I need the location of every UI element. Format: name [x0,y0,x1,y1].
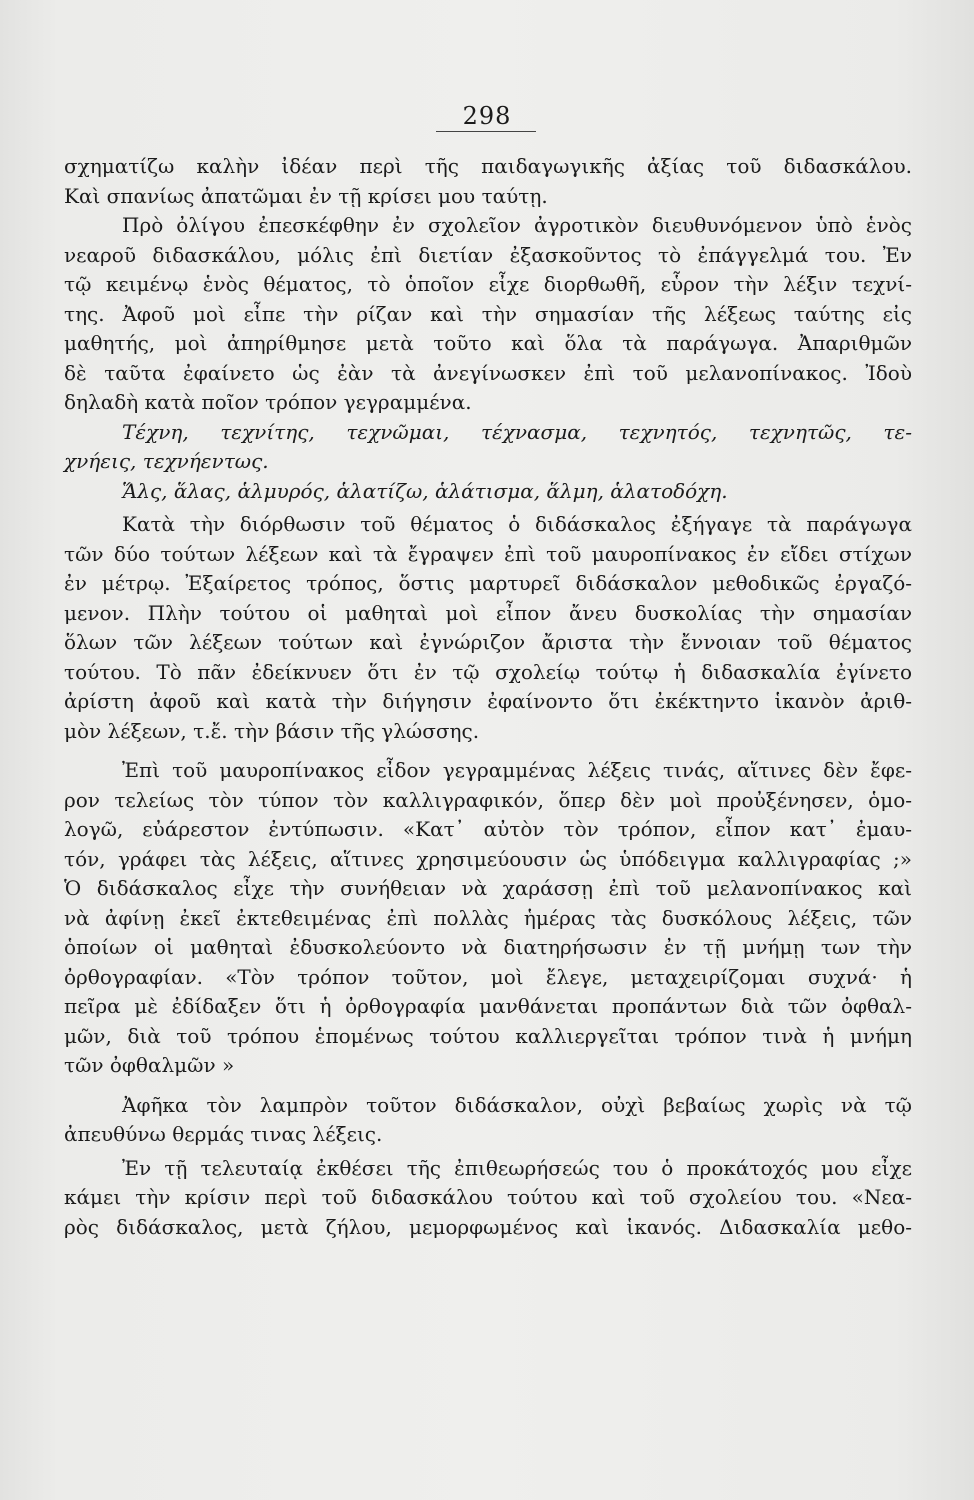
text-line: ὅλων τῶν λέξεων τούτων καὶ ἐγνώριζον ἄριστα τὴν ἔννοιαν τοῦ θέματος [64,630,912,654]
text-line: δὲ ταῦτα ἐφαίνετο ὡς ἐὰν τὰ ἀνεγίνωσκεν ἐπὶ τοῦ μελανοπίνακος. Ἰδοὺ [64,360,912,385]
text-line: νεαροῦ διδασκάλου, μόλις ἐπὶ διετίαν ἐξασκοῦντος τὸ ἐπάγγελμά του. Ἐν [64,242,912,267]
text-line: μενον. Πλὴν τούτου οἱ μαθηταὶ μοὶ εἶπον ἄνευ δυσκολίας τὴν σημασίαν [64,600,912,625]
text-line: ἀπευθύνω θερμάς τινας λέξεις. [64,1122,383,1146]
text-line: ρὸς διδάσκαλος, μετὰ ζήλου, μεμορφωμένος καὶ ἱκανός. Διδασκαλία μεθο- [64,1214,912,1239]
text-line: ὁποίων οἱ μαθηταὶ ἐδυσκολεύοντο νὰ διατηρήσωσιν ἐν τῇ μνήμῃ των τὴν [64,935,912,959]
text-line: ὀρθογραφίαν. «Τὸν τρόπον τοῦτον, μοὶ ἔλεγε, μεταχειρίζομαι συχνά· ἡ [64,964,912,989]
text-line: χνήεις, τεχνήεντως. [64,449,269,473]
text-line: τῶν δύο τούτων λέξεων καὶ τὰ ἔγραψεν ἐπὶ τοῦ μαυροπίνακος ἐν εἴδει στίχων [64,541,912,566]
text-line: πεῖρα μὲ ἐδίδαξεν ὅτι ἡ ὀρθογραφία μανθάνεται προπάντων διὰ τῶν ὀφθαλ- [64,994,912,1018]
text-line: μαθητής, μοὶ ἀπηρίθμησε μετὰ τοῦτο καὶ ὅλα τὰ παράγωγα. Ἀπαριθμῶν [64,331,912,355]
text-line: Ὁ διδάσκαλος εἶχε τὴν συνήθειαν νὰ χαράσσῃ ἐπὶ τοῦ μελανοπίνακος καὶ [64,876,912,900]
text-line: Ἅλς, ἅλας, ἁλμυρός, ἁλατίζω, ἁλάτισμα, ἅλμη, ἁλατοδόχη. [122,478,728,503]
text-line: μὸν λέξεων, τ.ἔ. τὴν βάσιν τῆς γλώσσης. [64,718,480,743]
body-text [64,152,912,1242]
text-line: Πρὸ ὀλίγου ἐπεσκέφθην ἐν σχολεῖον ἀγροτικὸν διευθυνόμενον ὑπὸ ἑνὸς [122,213,912,237]
text-line: σχηματίζω καλὴν ἰδέαν περὶ τῆς παιδαγωγικῆς ἀξίας τοῦ διδασκάλου. [64,154,912,178]
text-line: νὰ ἀφίνῃ ἐκεῖ ἐκτεθειμένας ἐπὶ πολλὰς ἡμέρας τὰς δυσκόλους λέξεις, τῶν [64,905,912,930]
text-line: ἀρίστη ἀφοῦ καὶ κατὰ τὴν διήγησιν ἐφαίνοντο ὅτι ἐκέκτηντο ἱκανὸν ἀριθ- [64,689,912,713]
page-number-rule [436,131,536,132]
page-number: 298 [462,102,512,130]
paragraph-gap [64,1081,912,1091]
text-line: τῶν ὀφθαλμῶν » [64,1053,235,1077]
text-line: Ἀφῆκα τὸν λαμπρὸν τοῦτον διδάσκαλον, οὐχὶ βεβαίως χωρὶς νὰ τῷ [122,1092,912,1117]
text-line: Ἐπὶ τοῦ μαυροπίνακος εἶδον γεγραμμένας λέξεις τινάς, αἵτινες δὲν ἔφε- [122,758,912,782]
text-line: τόν, γράφει τὰς λέξεις, αἵτινες χρησιμεύουσιν ὡς ὑπόδειγμα καλλιγραφίας ;» [64,846,912,871]
text-line: μῶν, διὰ τοῦ τρόπου ἑπομένως τούτου καλλιεργεῖται τρόπον τινὰ ἡ μνήμη [64,1023,912,1048]
text-line: Κατὰ τὴν διόρθωσιν τοῦ θέματος ὁ διδάσκαλος ἐξήγαγε τὰ παράγωγα [122,512,912,536]
text-line: της. Ἀφοῦ μοὶ εἶπε τὴν ρίζαν καὶ τὴν σημασίαν τῆς λέξεως ταύτης εἰς [64,301,912,326]
paragraph-gap [64,746,912,756]
text-line: τούτου. Τὸ πᾶν ἐδείκνυεν ὅτι ἐν τῷ σχολείῳ τούτῳ ἡ διδασκαλία ἐγίνετο [64,659,912,684]
text-line: ρον τελείως τὸν τύπον τὸν καλλιγραφικόν, ὅπερ δὲν μοὶ προὐξένησεν, ὁμο- [64,787,912,812]
text-line: Τέχνη, τεχνίτης, τεχνῶμαι, τέχνασμα, τεχνητός, τεχνητῶς, τε- [122,419,912,444]
text-line: τῷ κειμένῳ ἑνὸς θέματος, τὸ ὁποῖον εἶχε διορθωθῆ, εὗρον τὴν λέξιν τεχνί- [64,272,912,296]
text-line: Καὶ σπανίως ἀπατῶμαι ἐν τῇ κρίσει μου ταύτῃ. [64,183,548,208]
text-line: λογῶ, εὐάρεστον ἐντύπωσιν. «Κατ᾽ αὐτὸν τὸν τρόπον, εἶπον κατ᾽ ἐμαυ- [64,817,912,841]
text-line: κάμει τὴν κρίσιν περὶ τοῦ διδασκάλου τούτου καὶ τοῦ σχολείου του. «Νεα- [64,1185,912,1209]
text-line: ἐν μέτρῳ. Ἐξαίρετος τρόπος, ὅστις μαρτυρεῖ διδάσκαλον μεθοδικῶς ἐργαζό- [64,571,912,595]
text-line: Ἐν τῇ τελευταίᾳ ἐκθέσει τῆς ἐπιθεωρήσεώς του ὁ προκάτοχός μου εἶχε [122,1155,912,1180]
text-line: δηλαδὴ κατὰ ποῖον τρόπον γεγραμμένα. [64,390,472,414]
